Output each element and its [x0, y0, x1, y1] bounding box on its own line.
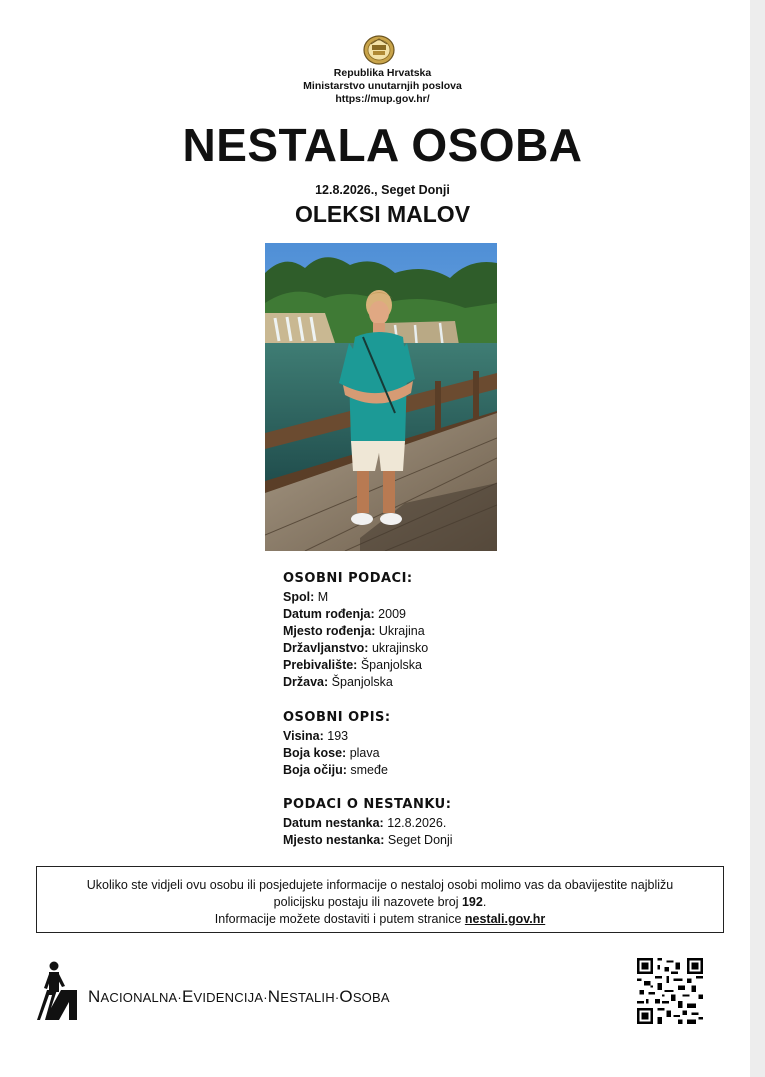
missing-person-photo: [265, 243, 497, 551]
personal-data-heading: OSOBNI PODACI:: [283, 571, 413, 586]
row-label: Državljanstvo:: [283, 641, 369, 655]
nestali-link[interactable]: nestali.gov.hr: [464, 912, 546, 926]
footer-separator: ·: [334, 990, 340, 1005]
data-row: [283, 815, 453, 832]
row-value: plava: [349, 746, 380, 760]
contact-notice-box: [36, 866, 724, 933]
ministry-header: [0, 67, 765, 106]
row-value: Seget Donji: [387, 833, 453, 847]
row-value: Španjolska: [360, 658, 422, 672]
footer-separator: ·: [177, 990, 182, 1005]
personal-data-section: [283, 570, 428, 691]
data-row: [283, 606, 428, 623]
walking-person-logo-icon: [37, 960, 77, 1020]
row-value: M: [317, 590, 329, 604]
data-row: [283, 623, 428, 640]
row-value: Ukrajina: [378, 624, 425, 638]
disappearance-heading: PODACI O NESTANKU:: [283, 797, 452, 812]
description-section: [283, 709, 391, 779]
footer-separator: ·: [263, 990, 268, 1005]
coat-of-arms-icon: [363, 35, 395, 65]
row-value: 193: [327, 729, 349, 743]
data-row: [283, 640, 428, 657]
notice-line-2: [37, 894, 723, 911]
row-label: Mjesto rođenja:: [283, 624, 376, 638]
date-location-line: 12.8.2026., Seget Donji: [315, 183, 450, 197]
page-title: NESTALA OSOBA: [182, 119, 583, 171]
data-row: [283, 674, 428, 691]
notice-line-1: Ukoliko ste vidjeli ovu osobu ili posjedujete informacije o nestaloj osobi molimo vas da obavijestite najbližu: [86, 878, 674, 892]
description-heading: OSOBNI OPIS:: [283, 710, 391, 725]
notice-line-3: [37, 911, 723, 928]
footer-word: NESTALIH: [267, 987, 335, 1006]
phone-number[interactable]: 192: [461, 895, 483, 909]
row-label: Boja očiju:: [283, 763, 347, 777]
data-row: [283, 762, 391, 779]
notice-line-3-prefix: Informacije možete dostaviti i putem stranice: [214, 912, 465, 926]
row-label: Datum nestanka:: [283, 816, 384, 830]
footer-word: NACIONALNA: [88, 987, 178, 1006]
row-value: ukrajinsko: [371, 641, 429, 655]
row-value: 12.8.2026.: [387, 816, 447, 830]
footer-word: EVIDENCIJA: [181, 987, 264, 1006]
country-name: Republika Hrvatska: [333, 67, 432, 79]
row-label: Datum rođenja:: [283, 607, 375, 621]
notice-line-2-prefix: policijsku postaju ili nazovete broj: [273, 895, 462, 909]
data-row: [283, 745, 391, 762]
row-value: smeđe: [350, 763, 388, 777]
row-value: 2009: [378, 607, 406, 621]
row-label: Boja kose:: [283, 746, 347, 760]
ministry-name: Ministarstvo unutarnjih poslova: [303, 80, 462, 92]
data-row: [283, 589, 428, 606]
notice-line-2-suffix: .: [482, 895, 487, 909]
row-value: Španjolska: [331, 675, 393, 689]
row-label: Prebivalište:: [283, 658, 358, 672]
person-name: OLEKSI MALOV: [294, 201, 471, 227]
row-label: Spol:: [283, 590, 315, 604]
row-label: Visina:: [283, 729, 324, 743]
data-row: [283, 728, 391, 745]
qr-code-icon[interactable]: [637, 958, 703, 1024]
data-row: [283, 657, 428, 674]
row-label: Mjesto nestanka:: [283, 833, 385, 847]
footer-registry-name: [88, 987, 390, 1007]
data-row: [283, 832, 453, 849]
disappearance-section: [283, 796, 453, 849]
footer-word: OSOBA: [339, 987, 390, 1006]
row-label: Država:: [283, 675, 329, 689]
ministry-url[interactable]: https://mup.gov.hr/: [335, 93, 430, 105]
